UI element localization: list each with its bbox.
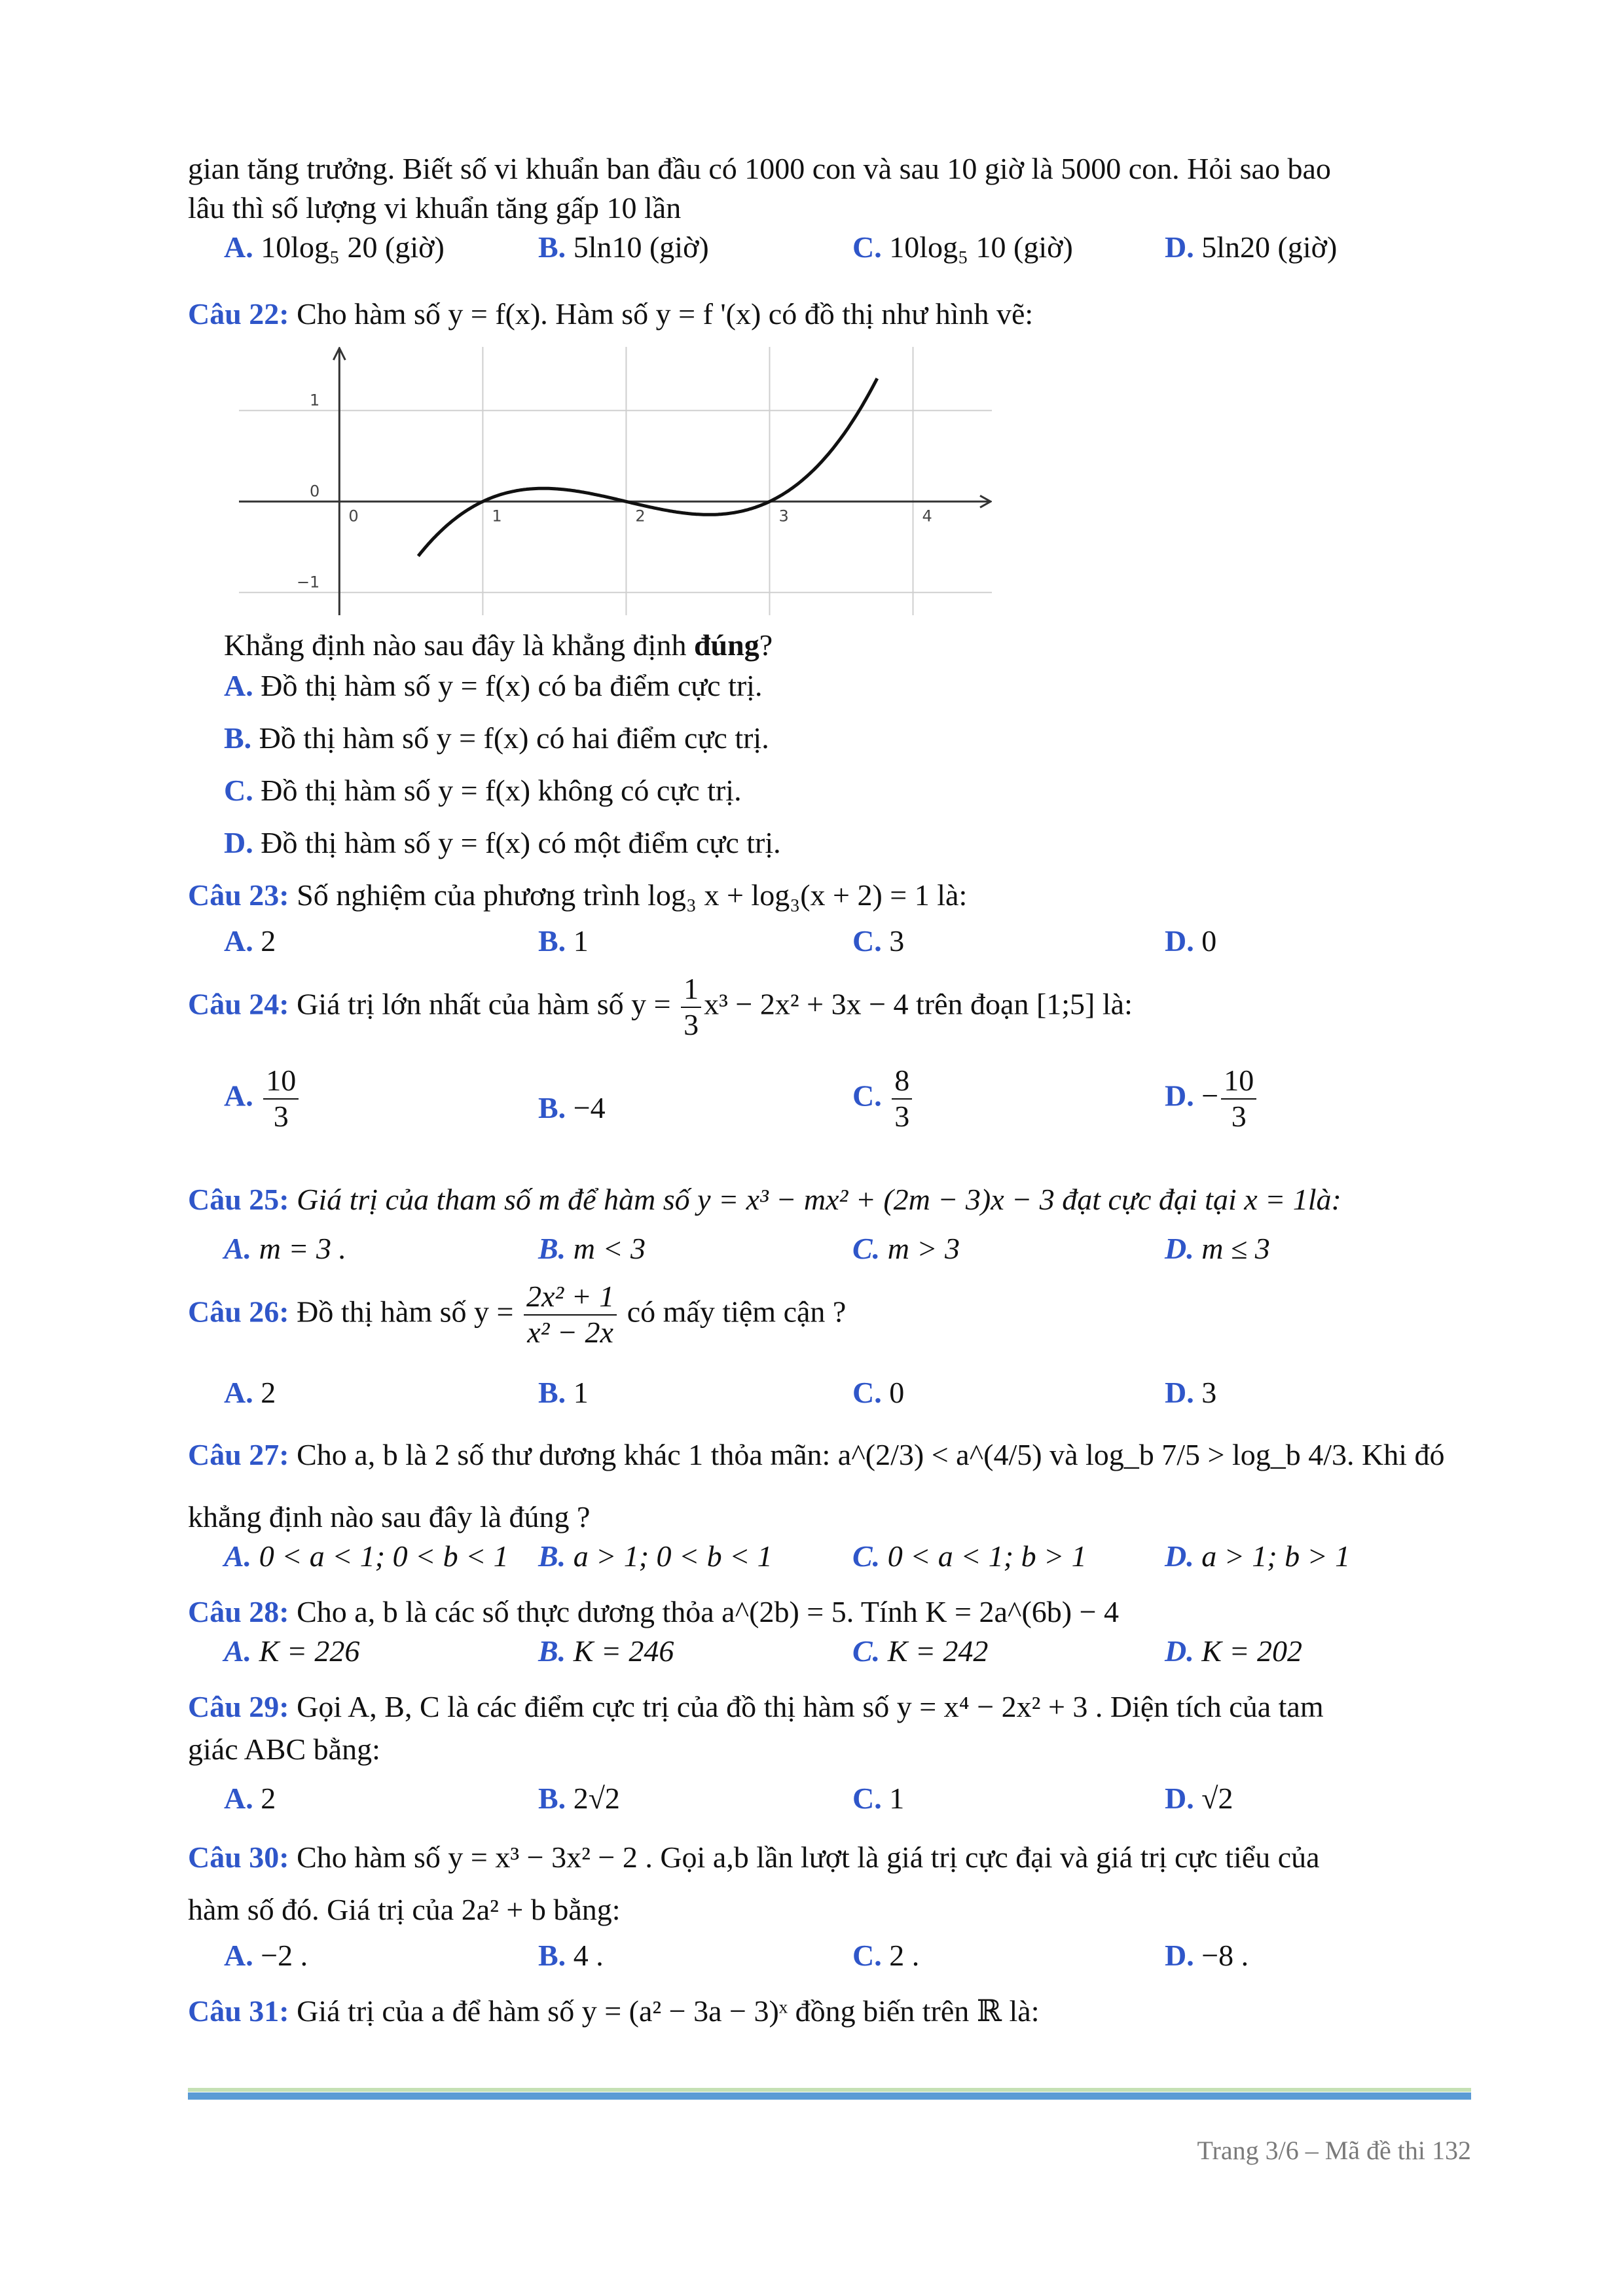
footer-bar-light: [188, 2088, 1471, 2092]
question-22: Câu 22: Cho hàm số y = f(x). Hàm số y = f '(x) có đồ thị như hình vẽ:: [188, 297, 1034, 331]
footer-divider: [188, 2088, 1471, 2101]
x-tick-label: 2: [635, 507, 646, 526]
q30-option-a[interactable]: A. −2 .: [224, 1939, 308, 1972]
question-31: Câu 31: Giá trị của a để hàm số y = (a² − 3a − 3)ˣ đồng biến trên ℝ là:: [188, 1994, 1040, 2028]
page-footer: Trang 3/6 – Mã đề thi 132: [1197, 2136, 1471, 2165]
intro-line-2: lâu thì số lượng vi khuẩn tăng gấp 10 lần: [188, 191, 682, 224]
q23-option-c[interactable]: C. 3: [852, 924, 905, 958]
question-24: Câu 24: Giá trị lớn nhất của hàm số y = $\frac{1}{3}$ x³ − 2x² + 3x − 4 trên đoạn [1;5] là:: [188, 972, 1133, 1041]
question-27: Câu 27: Cho a, b là 2 số thư dương khác 1 thỏa mãn: a^(2/3) < a^(4/5) và log_b 7/5 > log_b 4/3. Khi đó: [188, 1438, 1445, 1471]
q29-option-a[interactable]: A. 2: [224, 1782, 276, 1815]
option-d[interactable]: D. 5ln20 (giờ): [1165, 230, 1338, 264]
q26-fraction: $\frac{\text{2x² + 1}}{\text{x² − 2x}}$: [524, 1280, 617, 1350]
x-tick-label: 3: [778, 507, 789, 526]
question-28: Câu 28: Cho a, b là các số thực dương thỏa a^(2b) = 5. Tính K = 2a^(6b) − 4: [188, 1595, 1120, 1628]
question-27-line-2: khẳng định nào sau đây là đúng ?: [188, 1500, 591, 1534]
q25-option-b[interactable]: B. m < 3: [538, 1232, 646, 1265]
x-tick-label: 0: [348, 507, 359, 526]
q23-option-d[interactable]: D. 0: [1165, 924, 1217, 958]
q28-option-a[interactable]: A. K = 226: [224, 1634, 360, 1668]
q23-option-b[interactable]: B. 1: [538, 924, 589, 958]
y-tick-label: −1: [296, 573, 320, 592]
option-a[interactable]: A. 10log₅ 20 (giờ): [224, 230, 445, 264]
y-tick-label: 0: [310, 482, 320, 501]
intro-line-1: gian tăng trưởng. Biết số vi khuẩn ban đầu có 1000 con và sau 10 giờ là 5000 con. Hỏi sao bao: [188, 152, 1331, 185]
q23-option-a[interactable]: A. 2: [224, 924, 276, 958]
footer-bar-blue: [188, 2092, 1471, 2100]
question-30: Câu 30: Cho hàm số y = x³ − 3x² − 2 . Gọi a,b lần lượt là giá trị cực đại và giá trị cực tiểu của: [188, 1840, 1320, 1874]
option-b[interactable]: B. 5ln10 (giờ): [538, 230, 709, 264]
q27-option-d[interactable]: D. a > 1; b > 1: [1165, 1539, 1351, 1573]
q29-option-d[interactable]: D. √2: [1165, 1782, 1233, 1815]
q29-option-b[interactable]: B. 2√2: [538, 1782, 620, 1815]
q25-option-d[interactable]: D. m ≤ 3: [1165, 1232, 1270, 1265]
x-tick-label: 4: [922, 507, 932, 526]
q26-option-b[interactable]: B. 1: [538, 1376, 589, 1409]
question-22-prompt: Khẳng định nào sau đây là khẳng định đúng?: [224, 628, 773, 662]
derivative-graph: [239, 347, 992, 615]
x-tick-label: 1: [492, 507, 502, 526]
q24-option-d[interactable]: D. − $\frac{10}{3}$: [1165, 1064, 1259, 1134]
q30-option-b[interactable]: B. 4 .: [538, 1939, 604, 1972]
q22-option-a[interactable]: A. Đồ thị hàm số y = f(x) có ba điểm cực trị.: [224, 669, 763, 702]
question-26: Câu 26: Đồ thị hàm số y = $\frac{\text{2x² + 1}}{\text{x² − 2x}}$ có mấy tiệm cận ?: [188, 1280, 847, 1349]
question-30-line-2: hàm số đó. Giá trị của 2a² + b bằng:: [188, 1893, 621, 1926]
question-29: Câu 29: Gọi A, B, C là các điểm cực trị của đồ thị hàm số y = x⁴ − 2x² + 3 . Diện tích của tam: [188, 1690, 1324, 1723]
q22-option-b[interactable]: B. Đồ thị hàm số y = f(x) có hai điểm cực trị.: [224, 721, 769, 755]
q26-option-a[interactable]: A. 2: [224, 1376, 276, 1409]
q28-option-d[interactable]: D. K = 202: [1165, 1634, 1302, 1668]
q30-option-c[interactable]: C. 2 .: [852, 1939, 920, 1972]
q27-option-b[interactable]: B. a > 1; 0 < b < 1: [538, 1539, 773, 1573]
q24-option-c[interactable]: C. $\frac{8}{3}$: [852, 1064, 915, 1134]
question-25: Câu 25: Giá trị của tham số m để hàm số y = x³ − mx² + (2m − 3)x − 3 đạt cực đại tại x = 1là:: [188, 1183, 1341, 1216]
question-23: Câu 23: Số nghiệm của phương trình log₃ x + log₃(x + 2) = 1 là:: [188, 878, 968, 912]
q28-option-c[interactable]: C. K = 242: [852, 1634, 989, 1668]
q24-fraction: $\frac{1}{3}$: [681, 972, 701, 1043]
question-29-line-2: giác ABC bằng:: [188, 1732, 380, 1766]
q26-option-c[interactable]: C. 0: [852, 1376, 905, 1409]
q25-option-c[interactable]: C. m > 3: [852, 1232, 960, 1265]
series-line-fprime: [418, 378, 877, 556]
q27-option-c[interactable]: C. 0 < a < 1; b > 1: [852, 1539, 1087, 1573]
y-tick-label: 1: [310, 391, 320, 410]
q29-option-c[interactable]: C. 1: [852, 1782, 905, 1815]
q24-option-b[interactable]: B. −4: [538, 1091, 606, 1124]
q26-option-d[interactable]: D. 3: [1165, 1376, 1217, 1409]
q22-option-d[interactable]: D. Đồ thị hàm số y = f(x) có một điểm cực trị.: [224, 826, 781, 859]
q24-option-a[interactable]: A. $\frac{10}{3}$: [224, 1064, 301, 1134]
q22-option-c[interactable]: C. Đồ thị hàm số y = f(x) không có cực trị.: [224, 774, 742, 807]
q30-option-d[interactable]: D. −8 .: [1165, 1939, 1249, 1972]
q27-option-a[interactable]: A. 0 < a < 1; 0 < b < 1: [224, 1539, 509, 1573]
q25-option-a[interactable]: A. m = 3 .: [224, 1232, 346, 1265]
q28-option-b[interactable]: B. K = 246: [538, 1634, 674, 1668]
option-c[interactable]: C. 10log₅ 10 (giờ): [852, 230, 1073, 264]
